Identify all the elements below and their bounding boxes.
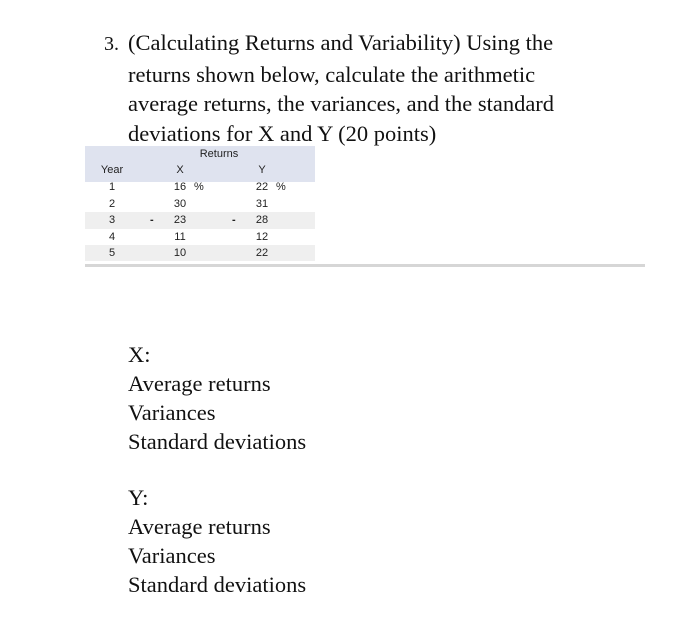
x-value-cell: 30 [173, 198, 187, 210]
question-number: 3. [104, 33, 119, 55]
table-row-band-3 [85, 212, 315, 229]
x-unit-cell: % [194, 181, 204, 193]
table-row-band-5 [85, 245, 315, 261]
answer-label-y: Y: [128, 485, 149, 510]
question-line-1-text: (Calculating Returns and Variability) Using the [128, 30, 554, 55]
answer-item: Standard deviations [128, 429, 307, 454]
question-line-4: deviations for X and Y (20 points) [128, 120, 437, 146]
y-value-cell: 28 [255, 214, 269, 226]
x-value-cell: 23 [173, 214, 187, 226]
y-value-cell: 12 [255, 231, 269, 243]
y-unit-cell: % [276, 181, 286, 193]
x-value-cell: 11 [174, 231, 186, 243]
column-header-y: Y [258, 164, 266, 176]
question-line-2: returns shown below, calculate the arithmetic [128, 61, 536, 87]
returns-group-header: Returns [199, 148, 239, 160]
question-line-3: average returns, the variances, and the standard [128, 91, 555, 116]
column-header-x: X [176, 164, 184, 176]
answer-item: Variances [128, 543, 216, 568]
answer-item: Average returns [128, 371, 271, 396]
y-value-cell: 22 [255, 181, 269, 193]
y-value-cell: 31 [255, 198, 269, 210]
answer-item: Average returns [128, 514, 271, 539]
answer-label-x: X: [128, 342, 151, 367]
year-cell: 1 [108, 181, 116, 193]
answer-block-x [128, 340, 306, 456]
x-value-cell: 10 [173, 247, 187, 259]
column-header-year: Year [100, 164, 124, 176]
year-cell: 5 [108, 247, 116, 259]
divider [85, 264, 645, 267]
y-value-cell: 22 [255, 247, 269, 259]
x-value-cell: 16 [173, 181, 187, 193]
answer-block-y [128, 483, 306, 599]
answer-item: Variances [128, 400, 216, 425]
year-cell: 2 [108, 198, 116, 210]
year-cell: 4 [108, 231, 116, 243]
question-text [104, 28, 664, 148]
x-sign-cell: - [150, 214, 154, 226]
y-sign-cell: - [232, 214, 236, 226]
answer-item: Standard deviations [128, 572, 307, 597]
question-line-1 [104, 28, 664, 60]
year-cell: 3 [108, 214, 116, 226]
